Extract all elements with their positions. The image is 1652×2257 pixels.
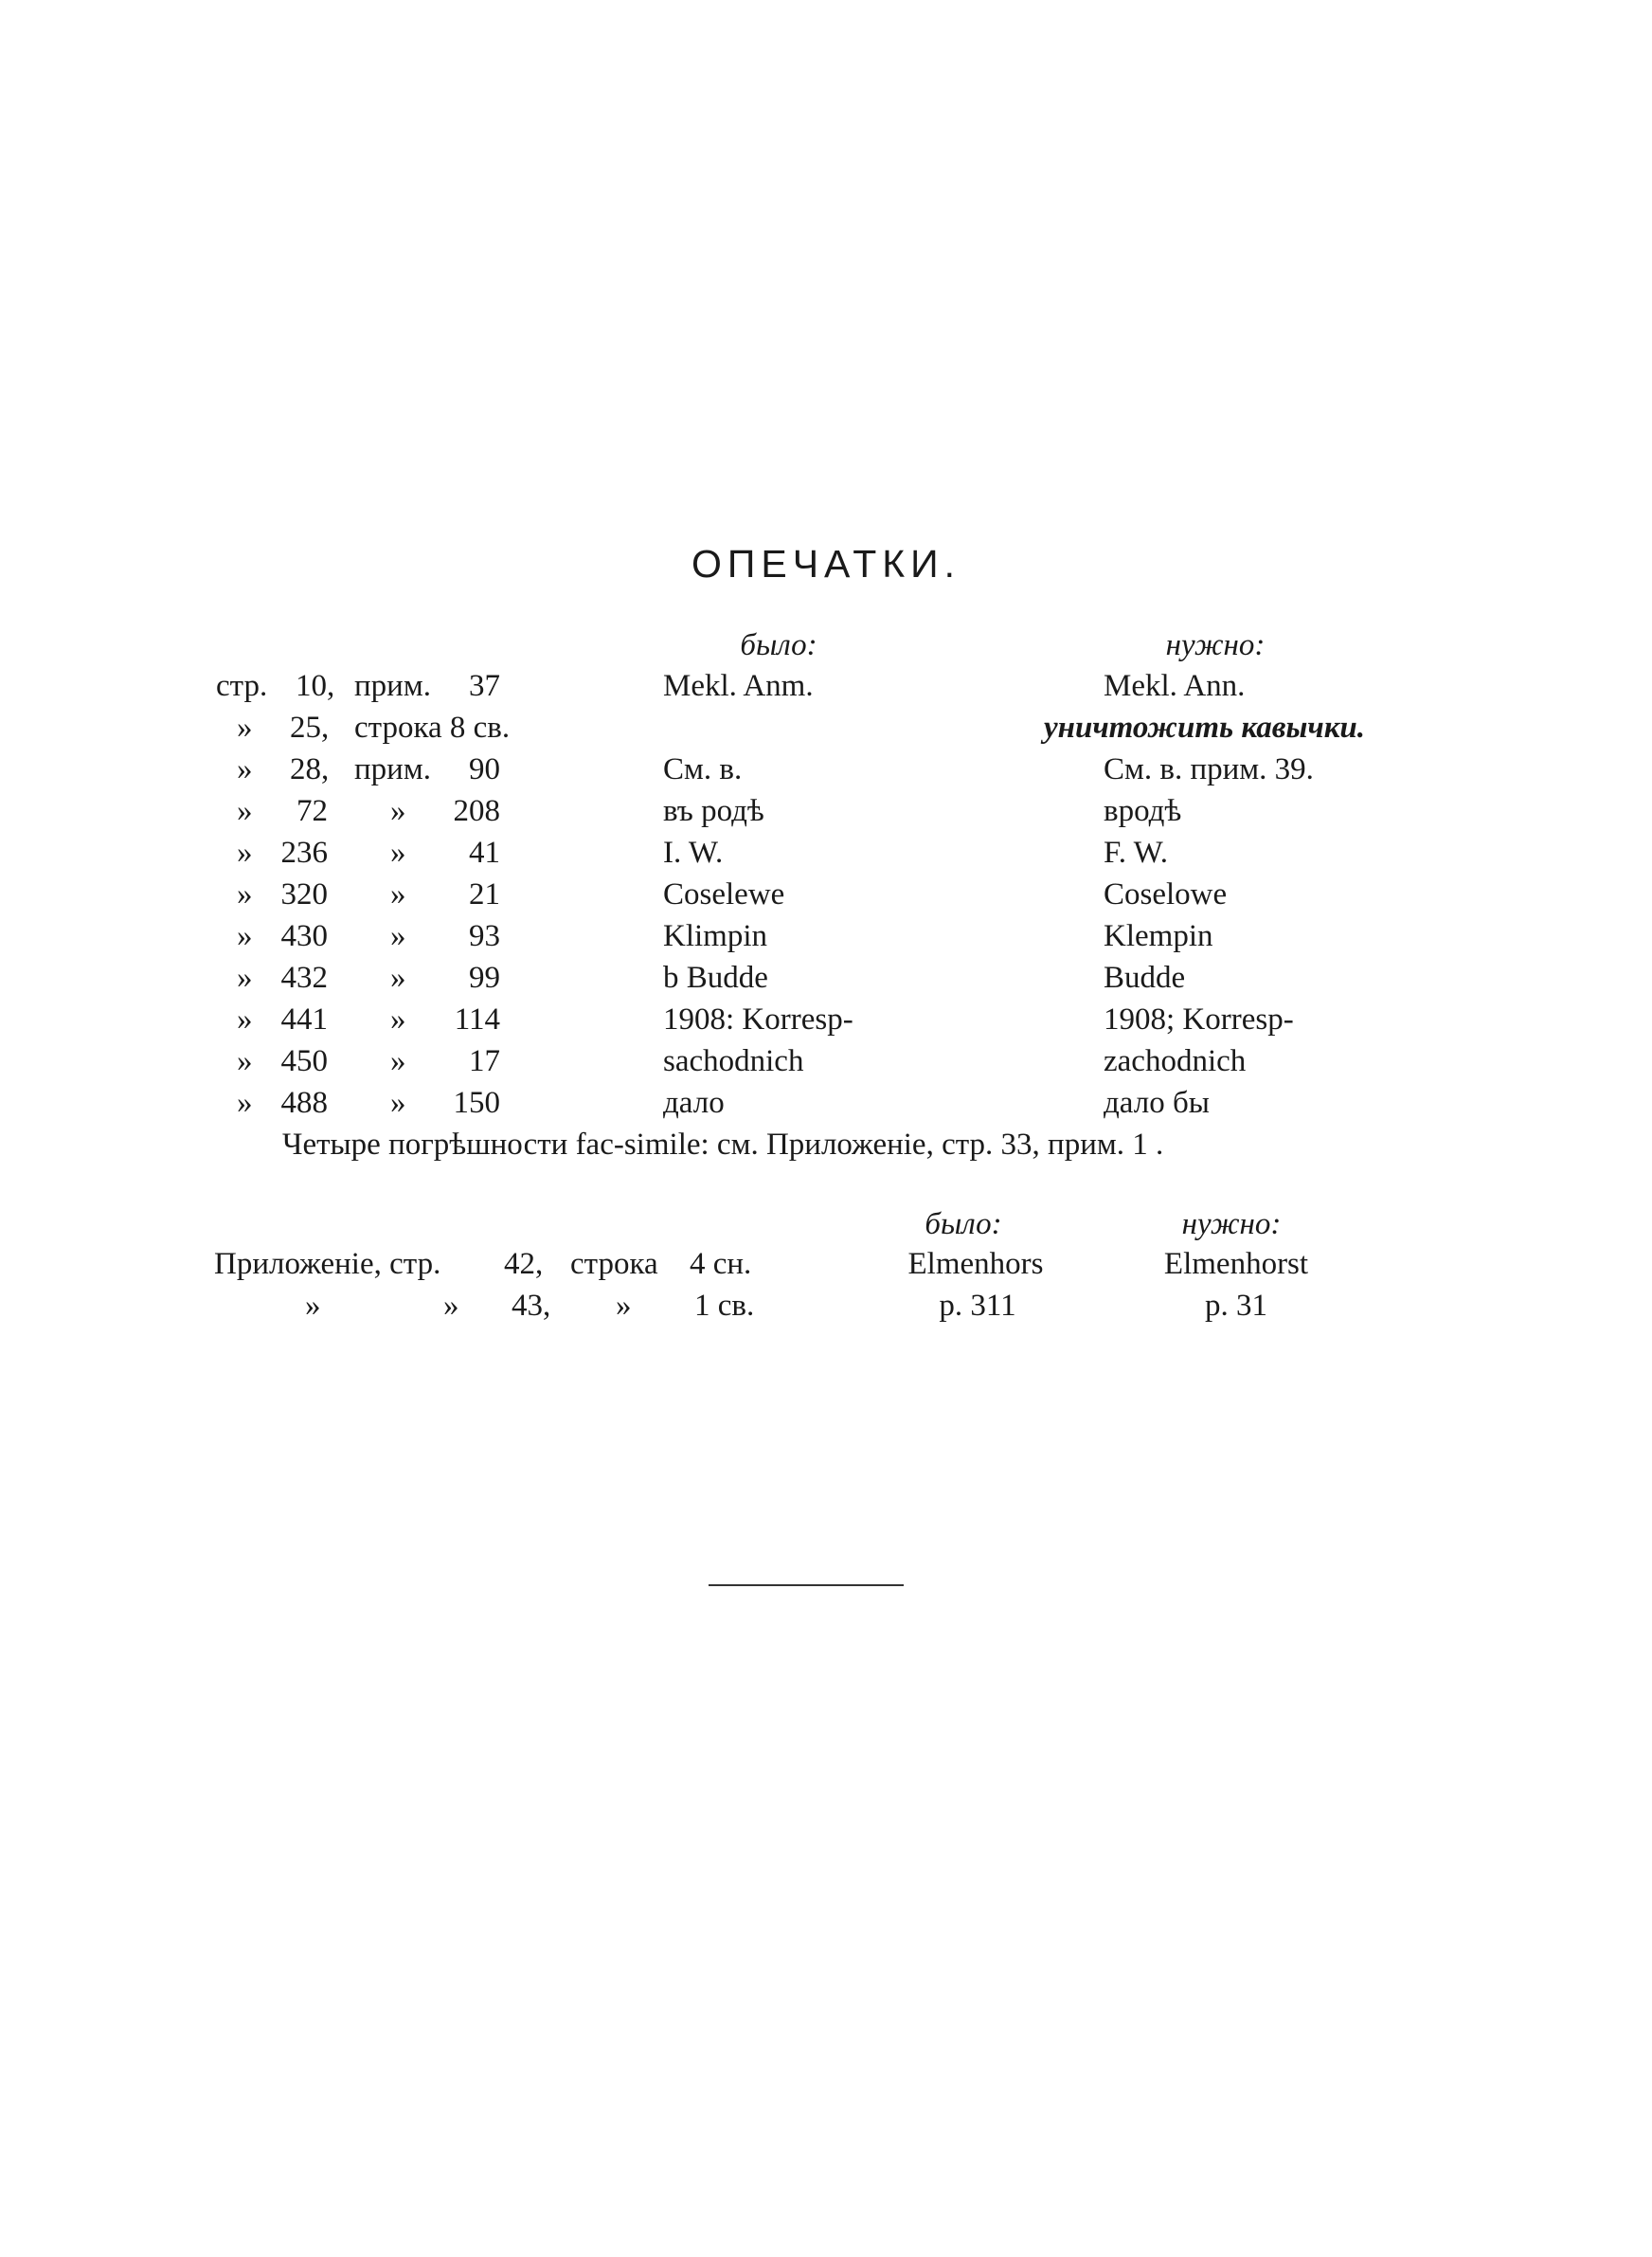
- appendix-kind: строка: [570, 1247, 658, 1281]
- appendix-should-be: Elmenhorst: [1163, 1247, 1309, 1281]
- row-page: 320: [280, 877, 328, 912]
- appendix-ref-2: »: [443, 1289, 459, 1323]
- row-was: Klimpin: [663, 919, 768, 953]
- row-should-be: уничтожить кавычки.: [1044, 711, 1366, 745]
- row-page: 441: [280, 1002, 328, 1037]
- appendix-num: 4 сн.: [690, 1247, 752, 1281]
- appendix-ref: »: [305, 1289, 321, 1323]
- row-should-be: 1908; Korresp-: [1104, 1002, 1294, 1037]
- row-prefix: »: [237, 1086, 253, 1120]
- row-was: 1908: Korresp-: [663, 1002, 853, 1037]
- row-page: 432: [280, 961, 328, 995]
- appendix-num: 1 св.: [694, 1289, 755, 1323]
- row-should-be: Budde: [1104, 961, 1186, 995]
- appendix-page: 43,: [512, 1289, 551, 1323]
- row-kind: »: [390, 794, 406, 828]
- row-prefix: »: [237, 794, 253, 828]
- row-should-be: См. в. прим. 39.: [1104, 752, 1314, 786]
- row-was: Mekl. Anm.: [663, 669, 814, 703]
- row-num: 17: [469, 1044, 500, 1078]
- row-page: 25,: [290, 711, 330, 745]
- row-was: См. в.: [663, 752, 743, 786]
- page-title: ОПЕЧАТКИ.: [691, 542, 961, 586]
- appendix-header-should-be: нужно:: [1181, 1207, 1282, 1241]
- appendix-page: 42,: [504, 1247, 544, 1281]
- row-prefix: стр.: [216, 669, 268, 703]
- row-kind: »: [390, 836, 406, 870]
- row-should-be: zachodnich: [1104, 1044, 1247, 1078]
- row-should-be: дало бы: [1104, 1086, 1210, 1120]
- appendix-should-be: p. 31: [1205, 1289, 1267, 1323]
- row-kind: »: [390, 1086, 406, 1120]
- row-was: Coselewe: [663, 877, 785, 912]
- row-num: 90: [469, 752, 500, 786]
- row-should-be: F. W.: [1104, 836, 1168, 870]
- row-kind: »: [390, 1044, 406, 1078]
- row-prefix: »: [237, 1002, 253, 1037]
- row-num: 208: [453, 794, 500, 828]
- row-prefix: »: [237, 961, 253, 995]
- row-num: 37: [469, 669, 500, 703]
- row-kind: прим.: [354, 752, 431, 786]
- row-prefix: »: [237, 711, 253, 745]
- row-num: 93: [469, 919, 500, 953]
- row-prefix: »: [237, 919, 253, 953]
- header-should-be: нужно:: [1165, 628, 1266, 662]
- appendix-ref: Приложеніе, стр.: [214, 1247, 441, 1281]
- row-kind: »: [390, 961, 406, 995]
- row-page: 450: [280, 1044, 328, 1078]
- row-page: 236: [280, 836, 328, 870]
- row-should-be: Mekl. Ann.: [1104, 669, 1246, 703]
- row-prefix: »: [237, 1044, 253, 1078]
- row-was: дало: [663, 1086, 725, 1120]
- row-num: 21: [469, 877, 500, 912]
- row-prefix: »: [237, 877, 253, 912]
- row-was: b Budde: [663, 961, 768, 995]
- row-should-be: Coselowe: [1104, 877, 1228, 912]
- row-prefix: »: [237, 752, 253, 786]
- appendix-was: p. 311: [939, 1289, 1016, 1323]
- row-prefix: »: [237, 836, 253, 870]
- row-was: I. W.: [663, 836, 724, 870]
- row-kind: »: [390, 877, 406, 912]
- row-page: 10,: [296, 669, 335, 703]
- appendix-was: Elmenhors: [907, 1247, 1044, 1281]
- facsimile-note: Четыре погрѣшности fac-simile: см. Приложеніе, стр. 33, прим. 1 .: [282, 1128, 1164, 1162]
- row-should-be: Klempin: [1104, 919, 1213, 953]
- row-was: въ родѣ: [663, 794, 764, 828]
- row-page: 430: [280, 919, 328, 953]
- row-was: sachodnich: [663, 1044, 804, 1078]
- row-kind: »: [390, 1002, 406, 1037]
- header-was: было:: [740, 628, 817, 662]
- row-page: 488: [280, 1086, 328, 1120]
- row-kind: прим.: [354, 669, 431, 703]
- row-should-be: вродѣ: [1104, 794, 1182, 828]
- appendix-kind: »: [616, 1289, 632, 1323]
- row-page: 72: [296, 794, 328, 828]
- row-num: 114: [454, 1002, 500, 1037]
- row-num: 99: [469, 961, 500, 995]
- row-num: 150: [453, 1086, 500, 1120]
- row-page: 28,: [290, 752, 330, 786]
- closing-rule: [709, 1584, 904, 1586]
- row-kind: »: [390, 919, 406, 953]
- appendix-header-was: было:: [925, 1207, 1002, 1241]
- row-kind: строка 8 св.: [354, 711, 511, 745]
- row-num: 41: [469, 836, 500, 870]
